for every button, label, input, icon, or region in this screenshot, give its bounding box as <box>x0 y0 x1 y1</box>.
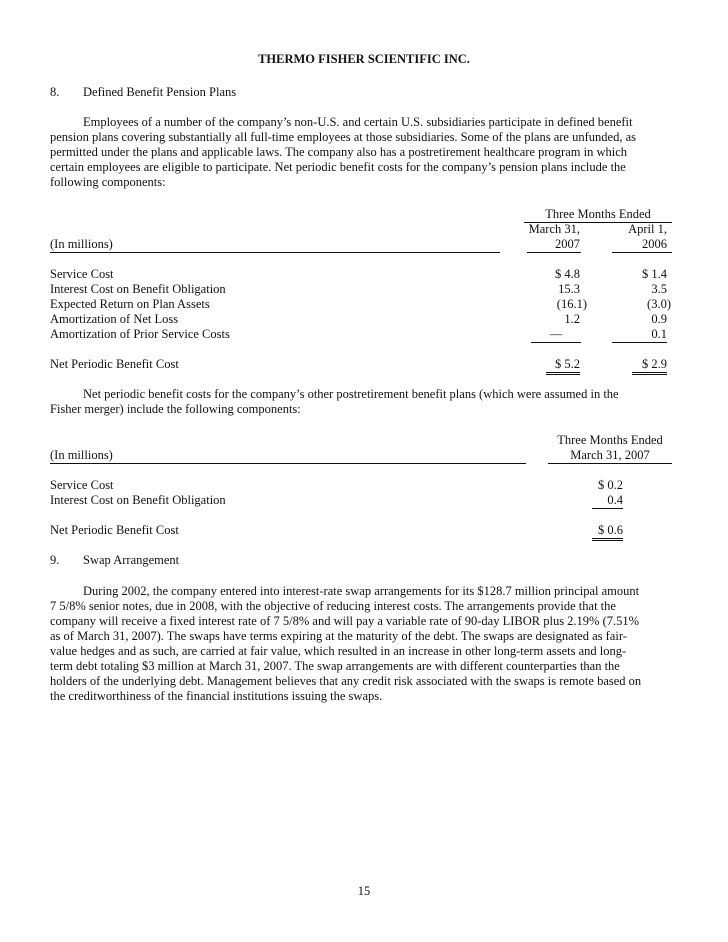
table2-units-label: (In millions) <box>50 448 113 462</box>
table1-cell: (3.0) <box>647 297 671 311</box>
table1-cell: 15.3 <box>558 282 580 296</box>
paragraph-line: pension plans covering substantially all full-time employees at those subsidiaries. Some of the plans are unfunded, as <box>50 130 636 144</box>
table1-col1-rule <box>527 252 581 253</box>
section-8-paragraph <box>50 115 672 190</box>
table1-total-label: Net Periodic Benefit Cost <box>50 357 179 371</box>
paragraph-line: company will receive a fixed interest rate of 7 5/8% and will pay a variable rate of 90-day LIBOR plus 2.19% (7.51% <box>50 614 640 628</box>
table1-col2-rule <box>612 252 672 253</box>
page-number: 15 <box>357 884 371 898</box>
table1-total-cell: $ 5.2 <box>546 357 580 375</box>
table2-cell: 0.4 <box>592 493 623 509</box>
table1-cell: $ 4.8 <box>555 267 580 281</box>
table1-col2-header: April 1, <box>628 222 667 236</box>
table1-row-label: Service Cost <box>50 267 114 281</box>
table1-row-label: Amortization of Net Loss <box>50 312 179 326</box>
table2-header-date: March 31, 2007 <box>570 448 650 462</box>
table1-row-label: Expected Return on Plan Assets <box>50 297 210 311</box>
table2-header: Three Months Ended <box>557 433 663 447</box>
paragraph-line: as of March 31, 2007). The swaps have terms expiring at the maturity of the debt. The swaps are designated as fair- <box>50 629 627 643</box>
section-title: Defined Benefit Pension Plans <box>83 85 237 99</box>
paragraph-line: During 2002, the company entered into interest-rate swap arrangements for its $128.7 million principal amount <box>83 584 640 598</box>
section-number: 8. <box>50 85 60 99</box>
table1-col2-year: 2006 <box>642 237 667 251</box>
table1-row-label: Amortization of Prior Service Costs <box>50 327 230 341</box>
table1-cell: (16.1) <box>556 297 587 311</box>
table1-col1-year: 2007 <box>555 237 580 251</box>
paragraph-line: Net periodic benefit costs for the company’s other postretirement benefit plans (which were assumed in the <box>83 387 619 401</box>
table2-cell: $ 0.2 <box>598 478 623 492</box>
table1-cell: $ 1.4 <box>642 267 667 281</box>
table1-group-header: Three Months Ended <box>545 207 651 221</box>
table1-label-rule <box>50 252 500 253</box>
table1-col1-header: March 31, <box>528 222 580 236</box>
table1-cell: 0.9 <box>651 312 667 326</box>
paragraph-line: permitted under the plans and applicable laws. The company also has a postretirement healthcare program in which <box>50 145 628 159</box>
table1-cell: — <box>531 327 581 343</box>
table1-row-label: Interest Cost on Benefit Obligation <box>50 282 226 296</box>
section-number: 9. <box>50 553 60 567</box>
table1-cell: 1.2 <box>564 312 580 326</box>
table2-col-rule <box>548 463 672 464</box>
table2-row-label: Interest Cost on Benefit Obligation <box>50 493 226 507</box>
paragraph-line: certain employees are eligible to participate. Net periodic benefit costs for the company’s pension plans include the <box>50 160 626 174</box>
table1-total-cell: $ 2.9 <box>632 357 667 375</box>
table1-cell: 3.5 <box>651 282 667 296</box>
table1-cell: 0.1 <box>612 327 667 343</box>
paragraph-line: Fisher merger) include the following components: <box>50 402 301 416</box>
table2-total-cell: $ 0.6 <box>592 523 623 541</box>
table2-total-label: Net Periodic Benefit Cost <box>50 523 179 537</box>
page-title: THERMO FISHER SCIENTIFIC INC. <box>258 52 470 66</box>
paragraph-line: following components: <box>50 175 166 189</box>
section-9-paragraph <box>50 584 672 704</box>
paragraph-line: the creditworthiness of the financial institutions issuing the swaps. <box>50 689 383 703</box>
postretirement-paragraph <box>50 387 672 417</box>
paragraph-line: value hedges and as such, are carried at fair value, which resulted in an increase in other long-term assets and long- <box>50 644 627 658</box>
table2-row-label: Service Cost <box>50 478 114 492</box>
table1-units-label: (In millions) <box>50 237 113 251</box>
table2-label-rule <box>50 463 526 464</box>
paragraph-line: 7 5/8% senior notes, due in 2008, with the objective of reducing interest costs. The arrangements provide that the <box>50 599 616 613</box>
paragraph-line: term debt totaling $3 million at March 31, 2007. The swap arrangements are with different counterparties than the <box>50 659 620 673</box>
section-title: Swap Arrangement <box>83 553 180 567</box>
paragraph-line: Employees of a number of the company’s non-U.S. and certain U.S. subsidiaries participate in defined benefit <box>83 115 633 129</box>
paragraph-line: holders of the underlying debt. Management believes that any credit risk associated with the swaps is remote based on <box>50 674 642 688</box>
